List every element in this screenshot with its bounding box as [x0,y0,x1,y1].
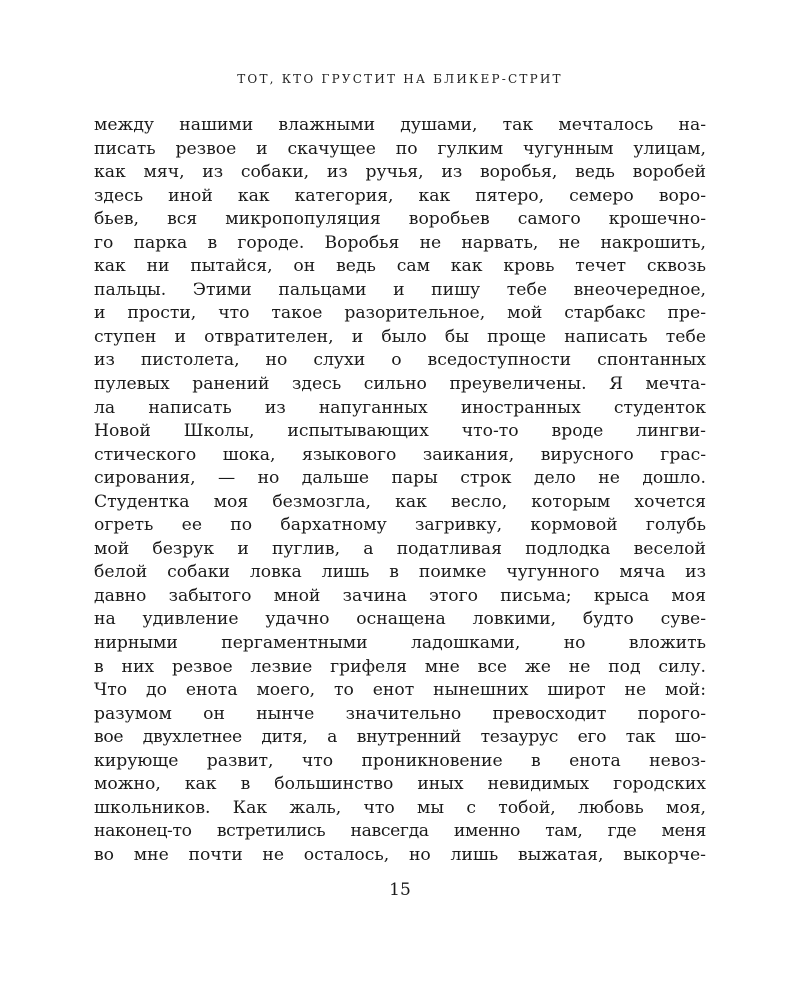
text-line: на удивление удачно оснащена ловкими, будто суве- [94,609,706,630]
text-line: из пистолета, но слухи о вседоступности спонтанных [94,350,706,371]
running-header: ТОТ, КТО ГРУСТИТ НА БЛИКЕР-СТРИТ [237,72,563,86]
text-line: ступен и отвратителен, и было бы проще написать тебе [94,326,706,347]
text-line: во мне почти не осталось, но лишь выжатая, выкорче- [94,844,706,865]
text-line: как мяч, из собаки, из ручья, из воробья, ведь воробей [94,162,706,183]
text-line: нирными пергаментными ладошками, но вложить [94,633,706,654]
text-line: школьников. Как жаль, что мы с тобой, любовь моя, [94,797,706,818]
text-line: писать резвое и скачущее по гулким чугунным улицам, [94,138,706,159]
text-line: здесь иной как категория, как пятеро, семеро воро- [94,185,706,206]
text-line: в них резвое лезвие грифеля мне все же не под силу. [94,656,706,677]
text-line: ла написать из напуганных иностранных студенток [94,397,706,418]
text-line: вое двухлетнее дитя, а внутренний тезаурус его так шо- [94,727,706,748]
text-line: бьев, вся микропопуляция воробьев самого крошечно- [94,209,706,230]
text-line: кирующе развит, что проникновение в енота невоз- [94,750,706,771]
text-line: го парка в городе. Воробья не нарвать, не накрошить, [94,232,706,253]
body-text [94,114,706,868]
text-line: огреть ее по бархатному загривку, кормовой голубь [94,515,706,536]
page-number: 15 [389,880,411,900]
text-line: давно забытого мной зачина этого письма; крыса моя [94,585,706,606]
text-line: можно, как в большинство иных невидимых городских [94,774,706,795]
text-line: Новой Школы, испытывающих что-то вроде лингви- [94,421,706,442]
text-line: как ни пытайся, он ведь сам как кровь течет сквозь [94,256,706,277]
text-line: мой безрук и пуглив, а податливая подлодка веселой [94,538,706,559]
text-line: Студентка моя безмозгла, как весло, которым хочется [94,491,706,512]
text-line: и прости, что такое разорительное, мой старбакс пре- [94,303,706,324]
text-line: разумом он нынче значительно превосходит порого- [94,703,706,724]
text-line: наконец-то встретились навсегда именно там, где меня [94,821,706,842]
text-line: пальцы. Этими пальцами и пишу тебе внеочередное, [94,279,706,300]
text-line: стического шока, языкового заикания, вирусного грас- [94,444,706,465]
text-line: пулевых ранений здесь сильно преувеличены. Я мечта- [94,374,706,395]
text-line: сирования, — но дальше пары строк дело не дошло. [94,468,706,489]
text-line: Что до енота моего, то енот нынешних широт не мой: [94,680,706,701]
text-line: между нашими влажными душами, так мечталось на- [94,115,706,135]
text-line: белой собаки ловка лишь в поимке чугунного мяча из [94,562,706,583]
